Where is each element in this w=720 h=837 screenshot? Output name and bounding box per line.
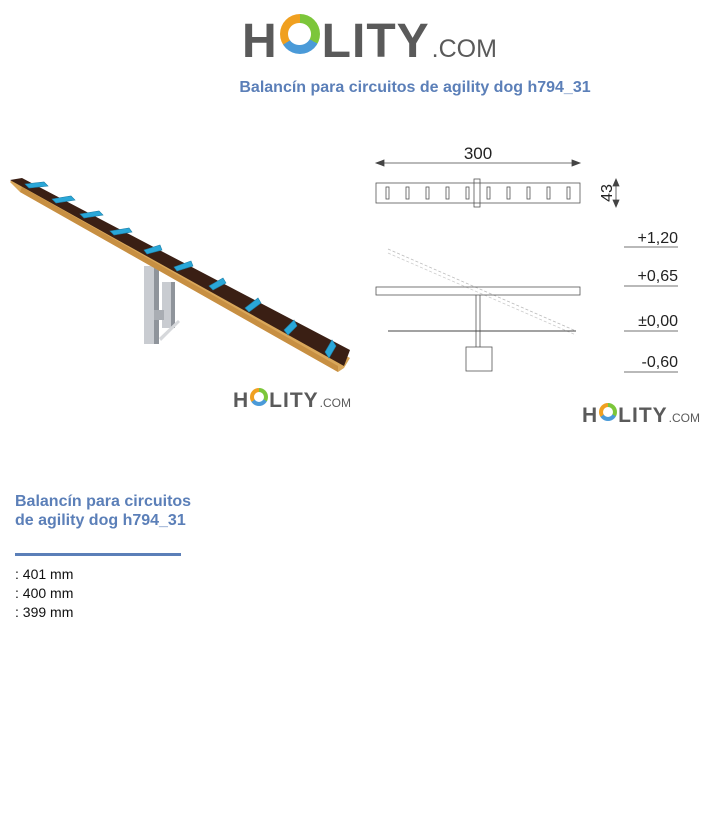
height-label: 43 [599, 184, 616, 202]
level-label: -0,60 [641, 354, 678, 371]
product-image [8, 170, 358, 375]
logo-suffix: .COM [668, 411, 701, 425]
dimension-value: : 399 mm [15, 604, 74, 620]
logo-o-icon [250, 388, 268, 406]
logo-word: LITY [618, 404, 668, 427]
level-label: +1,20 [637, 230, 678, 247]
seesaw-side-view [376, 249, 580, 371]
page-title: Balancín para circuitos de agility dog h794_31 [239, 79, 591, 96]
logo-suffix: .COM [319, 396, 352, 410]
divider [15, 553, 181, 556]
plank-top [10, 178, 350, 366]
brand-logo-small [582, 404, 700, 428]
plank-side [10, 180, 350, 372]
level-label: +0,65 [637, 268, 678, 285]
plank-top-view [376, 179, 580, 207]
brand-logo-small [233, 389, 351, 413]
logo-suffix: .COM [431, 35, 497, 63]
logo-letter: H [582, 404, 599, 427]
logo-letter: H [233, 389, 250, 412]
logo-o-icon [280, 14, 320, 54]
level-label: ±0,00 [638, 313, 678, 330]
logo-letter: H [242, 15, 278, 68]
logo-word: LITY [321, 15, 430, 68]
dimension-value: : 400 mm [15, 585, 74, 601]
brand-logo[interactable] [242, 14, 497, 70]
dimension-value: : 401 mm [15, 566, 74, 582]
logo-o-icon [599, 403, 617, 421]
width-label: 300 [463, 144, 493, 163]
technical-drawing [370, 135, 690, 380]
product-name: Balancín para circuitos de agility dog h794_31 [15, 493, 192, 529]
logo-word: LITY [269, 389, 319, 412]
